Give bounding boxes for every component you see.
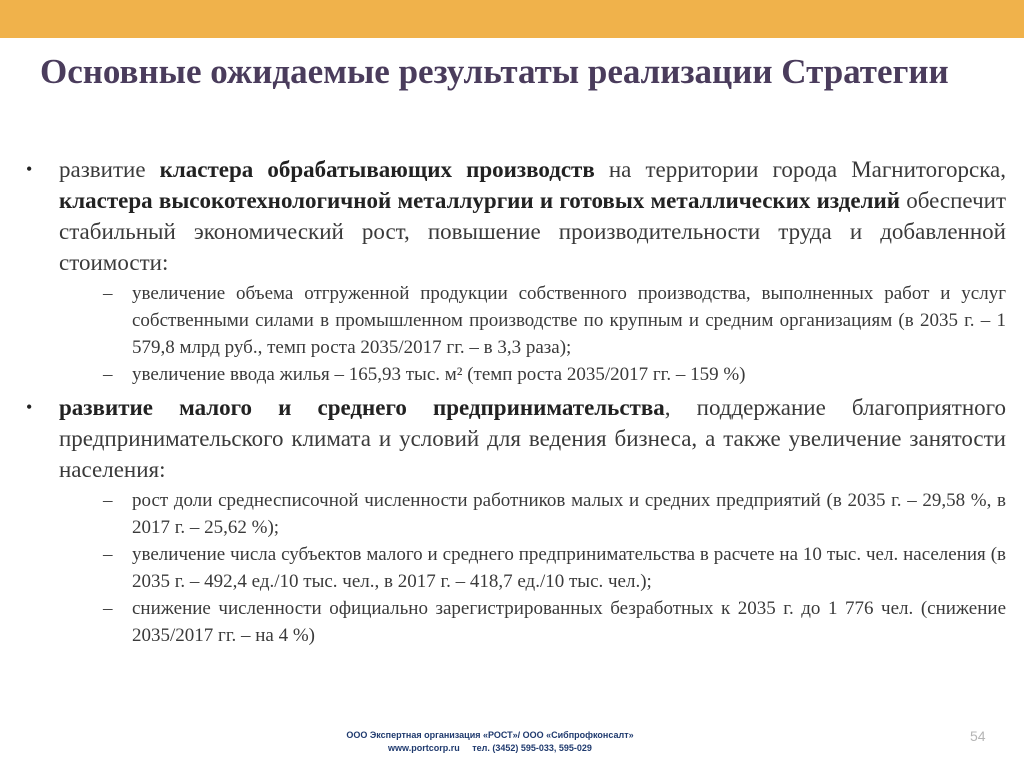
- sub-list: [59, 487, 1006, 649]
- bullet-segment: , поддержание благоприятного предпринимательского климата и условий для ведения бизнеса, а также увеличение занятости населения:: [59, 395, 1007, 482]
- bullet-segment: обеспечит стабильный экономический рост, повышение производительности труда и добавленной стоимости:: [59, 188, 1006, 275]
- sub-item-text: снижение численности официально зарегистрированных безработных к 2035 г. до 1 776 чел. (снижение 2035/2017 гг. – на 4 %): [132, 598, 1006, 646]
- bullet-item: [22, 154, 1006, 388]
- sub-item: [59, 595, 1006, 649]
- sub-item-text: увеличение объема отгруженной продукции собственного производства, выполненных работ и услуг собственными силами в промышленном производстве по крупным и средним организациям (в 2035 г. – 1 579,8 млрд руб., темп роста 2035/2017 гг. – в 3,3 раза);: [132, 283, 1006, 358]
- sub-item: [59, 280, 1006, 361]
- dash-icon: –: [103, 490, 113, 511]
- sub-list: [59, 280, 1006, 388]
- bullet-text: [59, 392, 1006, 485]
- dash-icon: –: [103, 364, 113, 385]
- bullet-segment: развитие: [59, 157, 160, 182]
- footer: [220, 729, 760, 755]
- slide-content: [22, 154, 1006, 649]
- sub-item: [59, 541, 1006, 595]
- slide-title: Основные ожидаемые результаты реализации Стратегии: [40, 52, 949, 91]
- dash-icon: –: [103, 598, 113, 619]
- bullet-icon: •: [26, 159, 33, 179]
- sub-item-text: увеличение ввода жилья – 165,93 тыс. м² (темп роста 2035/2017 гг. – 159 %): [132, 364, 746, 385]
- page-number: 54: [970, 728, 986, 744]
- bullet-item: [22, 392, 1006, 649]
- bullet-text: [59, 154, 1006, 278]
- sub-item: [59, 487, 1006, 541]
- footer-company: ООО Экспертная организация «РОСТ»/ ООО «Сибпрофконсалт»: [346, 730, 634, 740]
- bullet-bold-segment: развитие малого и среднего предпринимательства: [59, 395, 665, 420]
- bullet-segment: на территории города Магнитогорска,: [594, 157, 1007, 182]
- bullet-icon: •: [26, 397, 33, 417]
- bullet-bold-segment: кластера высокотехнологичной металлургии и готовых металлических изделий: [59, 188, 900, 213]
- sub-item-text: увеличение числа субъектов малого и среднего предпринимательства в расчете на 10 тыс. чел. населения (в 2035 г. – 492,4 ед./10 тыс. чел., в 2017 г. – 418,7 ед./10 тыс. чел.);: [132, 544, 1006, 592]
- sub-item: [59, 361, 1006, 388]
- sub-item-text: рост доли среднесписочной численности работников малых и средних предприятий (в 2035 г. – 29,58 %, в 2017 г. – 25,62 %);: [132, 490, 1006, 538]
- bullet-bold-segment: кластера обрабатывающих производств: [159, 157, 595, 182]
- footer-contacts: www.portcorp.ru тел. (3452) 595-033, 595-029: [388, 743, 592, 753]
- dash-icon: –: [103, 544, 113, 565]
- dash-icon: –: [103, 283, 113, 304]
- top-accent-bar: [0, 0, 1024, 38]
